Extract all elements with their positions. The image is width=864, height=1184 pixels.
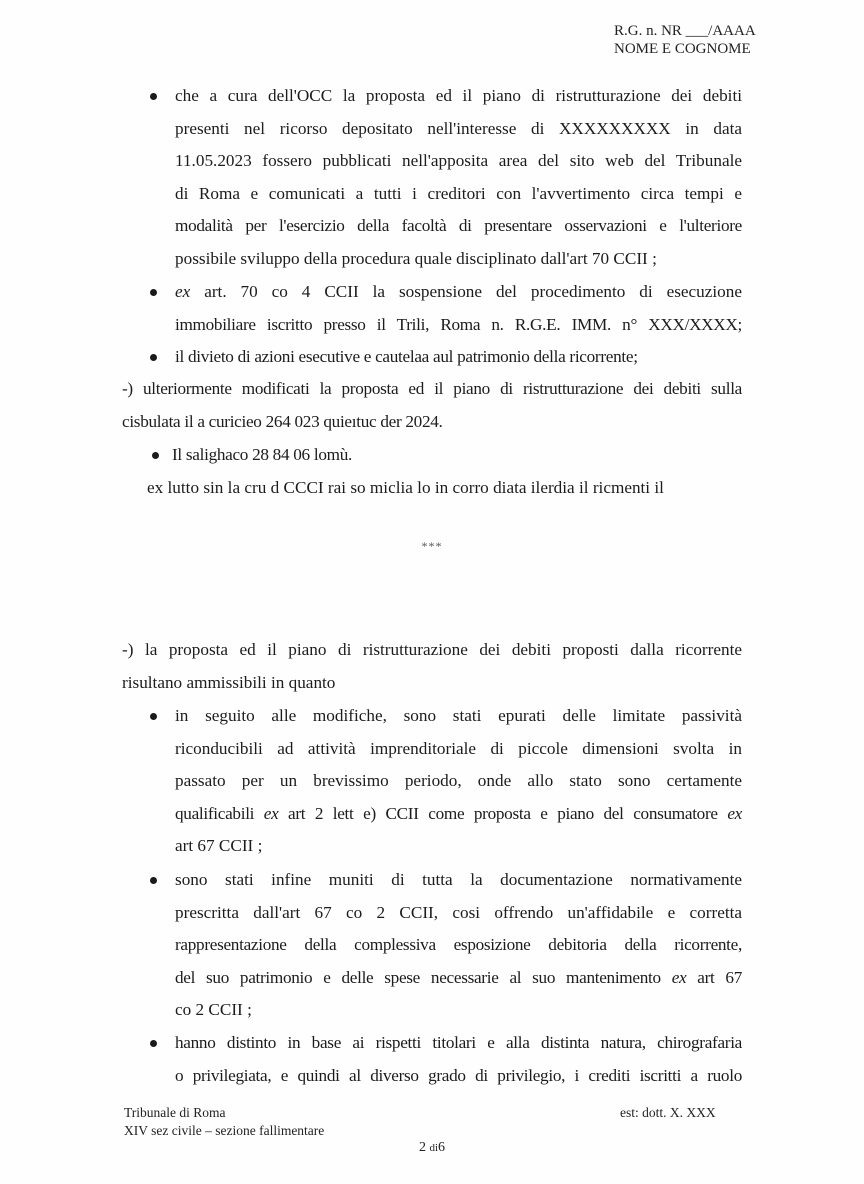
text-line: prescritta dall'art 67 co 2 CCII, cosi offrendo un'affidabile e corretta [175, 902, 742, 922]
page-number [0, 1140, 864, 1156]
party-name: NOME E COGNOME [614, 41, 751, 57]
text-line: 11.05.2023 fossero pubblicati nell'apposita area del sito web del Tribunale [175, 151, 742, 170]
text-line: immobiliare iscritto presso il Trili, Roma n. R.G.E. IMM. n° XXX/XXXX; [175, 314, 742, 334]
text-line: riconducibili ad attività imprenditoriale di piccole dimensioni svolta in [175, 738, 742, 758]
text-line: il divieto di azioni esecutive e cautelaa aul patrimonio della ricorrente; [175, 347, 638, 366]
bullet-icon [152, 452, 159, 459]
bullet-item-garbled [172, 439, 739, 472]
text-line: co 2 CCII ; [175, 1000, 252, 1019]
text-line [175, 276, 742, 309]
bullet-icon [150, 93, 157, 100]
footer-judge: est: dott. X. XXX [620, 1105, 716, 1120]
text-line: o privilegiata, e quindi al diverso grado di privilegio, i crediti iscritti a ruolo [175, 1065, 742, 1085]
text-span: art 2 lett e) CCII come proposta e piano del consumatore [278, 803, 728, 823]
page-of-label: di [429, 1142, 439, 1154]
text-line: cisbulata il a curicieo 264 023 quieıtuc der 2024. [122, 411, 443, 431]
italic-ex: ex [175, 282, 191, 301]
text-line: -) ulteriormente modificati la proposta ed il piano di ristrutturazione dei debiti sulla [122, 379, 742, 398]
text-line: hanno distinto in base ai rispetti titolari e alla distinta natura, chirografaria [175, 1033, 742, 1052]
page-total: 6 [438, 1140, 446, 1155]
text-line: passato per un brevissimo periodo, onde allo stato sono certamente [175, 771, 742, 790]
text-span: qualificabili [175, 803, 264, 823]
text-line: di Roma e comunicati a tutti i creditori con l'avvertimento circa tempi e [175, 183, 742, 203]
text-line: rappresentazione della complessiva esposizione debitoria della ricorrente, [175, 935, 742, 954]
bullet-item-purged-liabilities [175, 700, 742, 863]
italic-ex: ex [263, 803, 279, 823]
text-span: del suo patrimonio e delle spese necessarie al suo mantenimento [175, 967, 672, 987]
text-line: presenti nel ricorso depositato nell'interesse di XXXXXXXXX in data [175, 118, 742, 138]
bullet-item-occ-publication [175, 80, 742, 275]
bullet-icon [150, 877, 157, 884]
text-line: -) la proposta ed il piano di ristrutturazione dei debiti proposti dalla ricorrente [122, 640, 742, 659]
text-line: modalità per l'esercizio della facoltà di presentare osservazioni e l'ulteriore [175, 216, 742, 235]
bullet-item-suspension [175, 276, 742, 341]
text-line: ex lutto sin la cru d CCCI rai so miclia lo in corro diata ilerdia il ricmenti il [147, 478, 664, 497]
text-line: art 67 CCII ; [175, 836, 263, 855]
text-line: in seguito alle modifiche, sono stati epurati delle limitate passività [175, 706, 742, 725]
case-number: R.G. n. NR ___/AAAA [614, 23, 756, 39]
bullet-item-documentation [175, 864, 742, 1027]
bullet-icon [150, 354, 157, 361]
paragraph-garbled [147, 472, 741, 505]
bullet-item-credits-distinction [175, 1027, 742, 1092]
text-line: sono stati infine muniti di tutta la documentazione normativamente [175, 870, 742, 889]
text-span: art 67 [686, 967, 742, 987]
case-reference-header [614, 22, 756, 58]
text-line [175, 962, 742, 995]
court-section: XIV sez civile – sezione fallimentare [124, 1123, 325, 1138]
court-name: Tribunale di Roma [124, 1105, 226, 1120]
page-current: 2 [418, 1140, 426, 1155]
text-span: art. 70 co 4 CCII la sospensione del procedimento di esecuzione [190, 282, 742, 301]
bullet-icon [150, 1040, 157, 1047]
text-line: risultano ammissibili in quanto [122, 672, 336, 692]
paragraph-admissible [122, 634, 742, 699]
text-line: che a cura dell'OCC la proposta ed il piano di ristrutturazione dei debiti [175, 86, 742, 105]
bullet-icon [150, 289, 157, 296]
section-separator: *** [421, 539, 443, 553]
paragraph-modified [122, 373, 742, 438]
italic-ex: ex [671, 967, 687, 987]
bullet-icon [150, 713, 157, 720]
text-line: Il salighaco 28 84 06 lomù. [172, 445, 352, 464]
bullet-item-prohibition [175, 341, 742, 374]
text-line: possibile sviluppo della procedura quale disciplinato dall'art 70 CCII ; [175, 248, 657, 268]
italic-ex: ex [727, 803, 742, 823]
text-line [175, 798, 742, 831]
footer-court-info [124, 1104, 324, 1140]
